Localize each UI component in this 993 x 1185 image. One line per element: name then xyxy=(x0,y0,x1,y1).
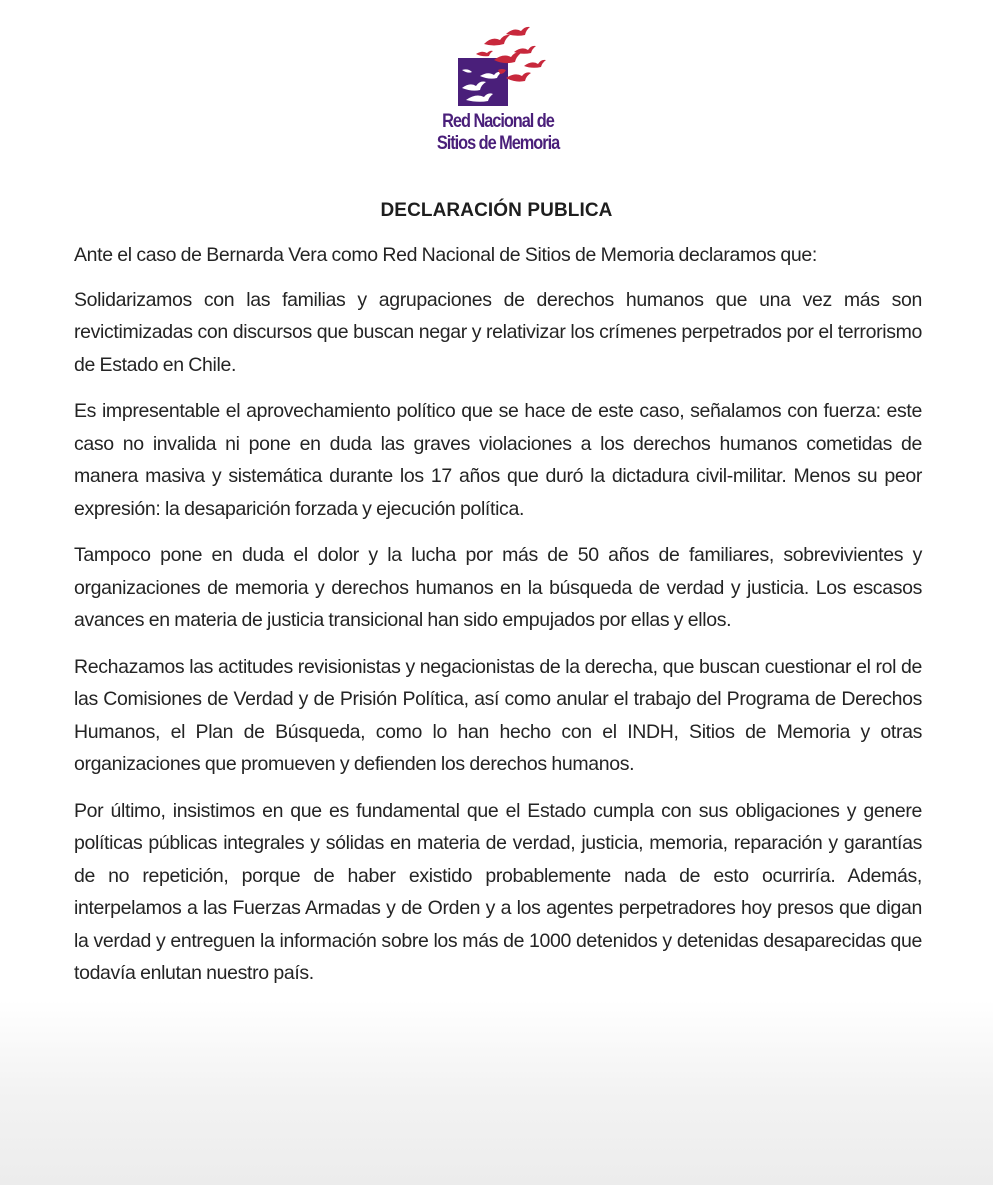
document-body xyxy=(74,239,922,1004)
paragraph-struggle: Tampoco pone en duda el dolor y la lucha por más de 50 años de familiares, sobrevivientes y organizaciones de memoria y derechos humanos en la búsqueda de verdad y justicia. Los escasos avances en materia de justicia transicional han sido empujados por ellas y ellos. xyxy=(74,544,922,631)
doves-over-square-icon xyxy=(454,26,554,111)
paragraph-rejection: Rechazamos las actitudes revisionistas y negacionistas de la derecha, que buscan cuestionar el rol de las Comisiones de Verdad y de Prisión Política, así como anular el trabajo del Programa de Derechos Humanos, el Plan de Búsqueda, como lo han hecho con el INDH, Sitios de Memoria y otras organizaciones que promueven y defienden los derechos humanos. xyxy=(74,655,922,775)
paragraph-intro: Ante el caso de Bernarda Vera como Red Nacional de Sitios de Memoria declaramos que: xyxy=(74,244,817,266)
organization-logo xyxy=(418,26,578,161)
logo-line-2: Sitios de Memoria xyxy=(436,133,560,154)
paragraph-solidarity: Solidarizamos con las familias y agrupaciones de derechos humanos que una vez más son revictimizadas con discursos que buscan negar y relativizar los crímenes perpetrados por el terrorismo de Estado en Chile. xyxy=(74,288,922,376)
logo-line-1: Red Nacional de xyxy=(442,111,554,132)
paragraph-political-use: Es impresentable el aprovechamiento político que se hace de este caso, señalamos con fuerza: este caso no invalida ni pone en duda las graves violaciones a los derechos humanos cometidas de manera masiva y sistemática durante los 17 años que duró la dictadura civil-militar. Menos su peor expresión: la desaparición forzada y ejecución política. xyxy=(74,400,922,520)
organization-name xyxy=(429,111,567,155)
paragraph-conclusion: Por último, insistimos en que es fundamental que el Estado cumpla con sus obligaciones y genere políticas públicas integrales y sólidas en materia de verdad, justicia, memoria, reparación y garantías de no repetición, porque de haber existido probablemente nada de esto ocurriría. Además, interpelamos a las Fuerzas Armadas y de Orden y a los agentes perpetradores hoy presos que digan la verdad y entreguen la información sobre los más de 1000 detenidos y detenidas desaparecidas que todavía enlutan nuestro país. xyxy=(74,799,922,984)
document-title: DECLARACIÓN PUBLICA xyxy=(380,200,613,221)
